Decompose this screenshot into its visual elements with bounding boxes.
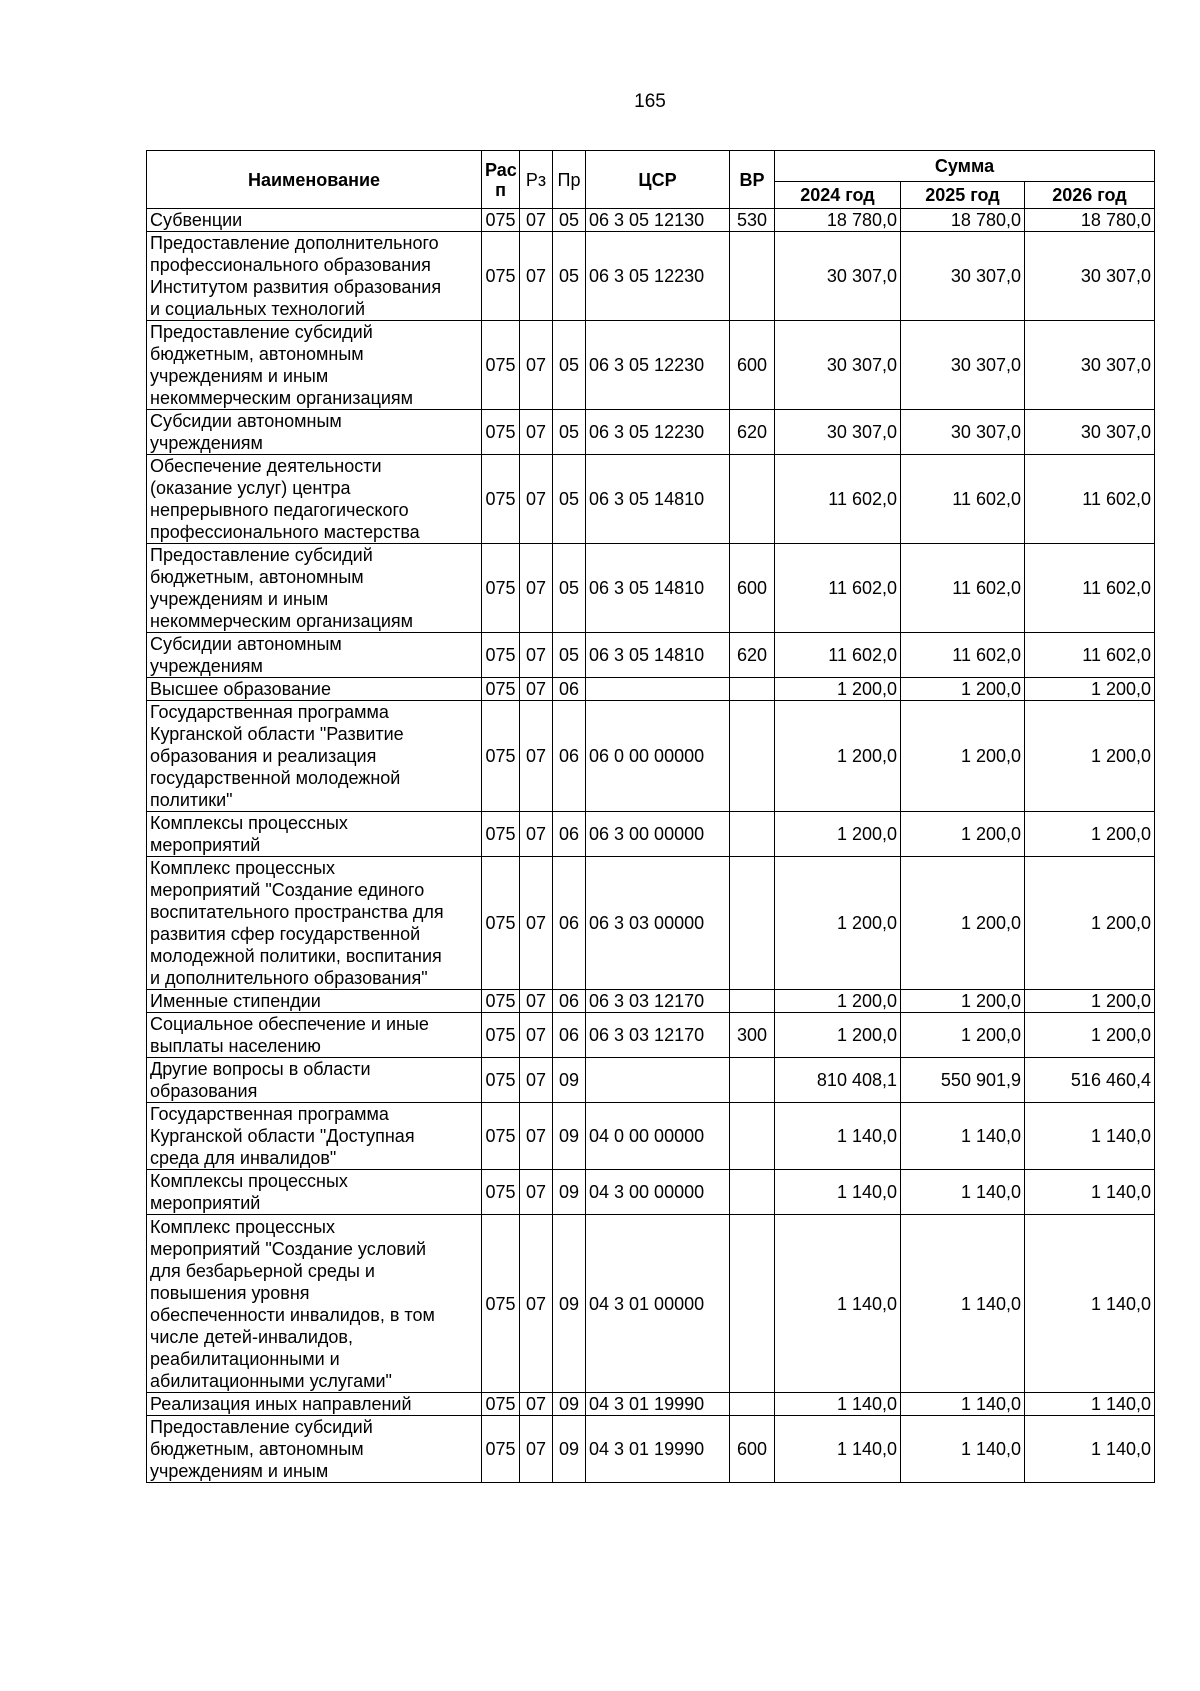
cell-2026: 1 200,0 xyxy=(1025,1013,1155,1058)
cell-2024: 1 200,0 xyxy=(775,678,901,701)
cell-name: Комплексы процессных мероприятий xyxy=(147,812,482,857)
header-vr: ВР xyxy=(730,151,775,209)
cell-pr: 05 xyxy=(553,321,586,410)
cell-2024: 810 408,1 xyxy=(775,1058,901,1103)
cell-2024: 11 602,0 xyxy=(775,544,901,633)
cell-2024: 1 140,0 xyxy=(775,1170,901,1215)
table-row xyxy=(147,410,1155,455)
table-row xyxy=(147,812,1155,857)
cell-2024: 1 200,0 xyxy=(775,1013,901,1058)
cell-rz: 07 xyxy=(520,1215,553,1393)
cell-name: Государственная программа Курганской области "Доступная среда для инвалидов" xyxy=(147,1103,482,1170)
cell-vr xyxy=(730,1170,775,1215)
cell-csr: 06 3 05 12230 xyxy=(586,410,730,455)
table-row xyxy=(147,633,1155,678)
cell-2024: 1 200,0 xyxy=(775,990,901,1013)
cell-2026: 30 307,0 xyxy=(1025,232,1155,321)
cell-name: Предоставление дополнительного профессионального образования Институтом развития образования и социальных технологий xyxy=(147,232,482,321)
cell-2026: 1 140,0 xyxy=(1025,1393,1155,1416)
cell-name: Комплексы процессных мероприятий xyxy=(147,1170,482,1215)
cell-name: Предоставление субсидий бюджетным, автономным учреждениям и иным xyxy=(147,1416,482,1483)
cell-2025: 30 307,0 xyxy=(901,410,1025,455)
cell-2024: 30 307,0 xyxy=(775,232,901,321)
cell-2024: 11 602,0 xyxy=(775,455,901,544)
budget-table xyxy=(146,150,1155,1483)
cell-csr: 06 3 05 12230 xyxy=(586,321,730,410)
cell-pr: 06 xyxy=(553,1013,586,1058)
cell-csr xyxy=(586,678,730,701)
cell-2024: 1 140,0 xyxy=(775,1215,901,1393)
cell-name: Реализация иных направлений xyxy=(147,1393,482,1416)
cell-2025: 550 901,9 xyxy=(901,1058,1025,1103)
cell-rz: 07 xyxy=(520,410,553,455)
header-sum: Сумма xyxy=(775,151,1155,182)
cell-name: Обеспечение деятельности (оказание услуг) центра непрерывного педагогического профессионального мастерства xyxy=(147,455,482,544)
cell-csr: 04 3 01 19990 xyxy=(586,1416,730,1483)
cell-pr: 06 xyxy=(553,812,586,857)
cell-vr: 620 xyxy=(730,410,775,455)
table-row xyxy=(147,1393,1155,1416)
cell-2026: 516 460,4 xyxy=(1025,1058,1155,1103)
header-rasp: Рас п xyxy=(482,151,520,209)
cell-csr: 06 3 03 00000 xyxy=(586,857,730,990)
cell-rz: 07 xyxy=(520,812,553,857)
cell-2026: 18 780,0 xyxy=(1025,209,1155,232)
cell-2025: 1 200,0 xyxy=(901,990,1025,1013)
cell-rz: 07 xyxy=(520,1013,553,1058)
cell-2026: 1 140,0 xyxy=(1025,1215,1155,1393)
cell-csr: 04 3 00 00000 xyxy=(586,1170,730,1215)
cell-name: Предоставление субсидий бюджетным, автономным учреждениям и иным некоммерческим организациям xyxy=(147,321,482,410)
cell-pr: 09 xyxy=(553,1058,586,1103)
cell-name: Высшее образование xyxy=(147,678,482,701)
cell-vr xyxy=(730,1058,775,1103)
cell-2026: 1 140,0 xyxy=(1025,1170,1155,1215)
cell-2026: 11 602,0 xyxy=(1025,544,1155,633)
cell-pr: 09 xyxy=(553,1416,586,1483)
cell-name: Субсидии автономным учреждениям xyxy=(147,633,482,678)
table-row xyxy=(147,990,1155,1013)
cell-2026: 1 200,0 xyxy=(1025,990,1155,1013)
cell-csr: 06 3 03 12170 xyxy=(586,990,730,1013)
cell-rasp: 075 xyxy=(482,1103,520,1170)
cell-csr: 06 3 05 14810 xyxy=(586,633,730,678)
cell-name: Комплекс процессных мероприятий "Создание единого воспитательного пространства для развития сфер государственной молодежной политики, воспитания и дополнительного образования" xyxy=(147,857,482,990)
cell-rz: 07 xyxy=(520,455,553,544)
cell-pr: 05 xyxy=(553,544,586,633)
cell-name: Предоставление субсидий бюджетным, автономным учреждениям и иным некоммерческим организациям xyxy=(147,544,482,633)
page-number: 165 xyxy=(634,91,666,112)
cell-2025: 30 307,0 xyxy=(901,232,1025,321)
table-row xyxy=(147,455,1155,544)
cell-rz: 07 xyxy=(520,990,553,1013)
table-row xyxy=(147,1416,1155,1483)
cell-vr xyxy=(730,678,775,701)
cell-name: Государственная программа Курганской области "Развитие образования и реализация государственной молодежной политики" xyxy=(147,701,482,812)
cell-csr: 06 3 00 00000 xyxy=(586,812,730,857)
cell-pr: 05 xyxy=(553,410,586,455)
cell-csr: 04 3 01 00000 xyxy=(586,1215,730,1393)
cell-2025: 1 140,0 xyxy=(901,1103,1025,1170)
table-row xyxy=(147,232,1155,321)
cell-rz: 07 xyxy=(520,1393,553,1416)
cell-2025: 1 200,0 xyxy=(901,678,1025,701)
cell-2026: 11 602,0 xyxy=(1025,455,1155,544)
cell-vr xyxy=(730,990,775,1013)
cell-2025: 18 780,0 xyxy=(901,209,1025,232)
cell-2024: 30 307,0 xyxy=(775,321,901,410)
cell-2026: 1 200,0 xyxy=(1025,678,1155,701)
table-body xyxy=(147,209,1155,1483)
cell-pr: 05 xyxy=(553,455,586,544)
cell-name: Субвенции xyxy=(147,209,482,232)
cell-2024: 18 780,0 xyxy=(775,209,901,232)
cell-rasp: 075 xyxy=(482,812,520,857)
cell-rz: 07 xyxy=(520,1058,553,1103)
table-header xyxy=(147,151,1155,209)
cell-vr: 600 xyxy=(730,1416,775,1483)
table-row xyxy=(147,701,1155,812)
cell-2026: 1 200,0 xyxy=(1025,812,1155,857)
cell-name: Субсидии автономным учреждениям xyxy=(147,410,482,455)
cell-2025: 1 140,0 xyxy=(901,1215,1025,1393)
cell-2025: 1 200,0 xyxy=(901,812,1025,857)
cell-rasp: 075 xyxy=(482,633,520,678)
cell-rz: 07 xyxy=(520,857,553,990)
cell-2026: 11 602,0 xyxy=(1025,633,1155,678)
table-row xyxy=(147,1215,1155,1393)
cell-rasp: 075 xyxy=(482,857,520,990)
header-year-2024: 2024 год xyxy=(775,182,901,209)
cell-pr: 05 xyxy=(553,209,586,232)
cell-rasp: 075 xyxy=(482,1058,520,1103)
cell-2026: 1 140,0 xyxy=(1025,1103,1155,1170)
cell-2025: 1 140,0 xyxy=(901,1416,1025,1483)
cell-vr xyxy=(730,1215,775,1393)
cell-rz: 07 xyxy=(520,1416,553,1483)
cell-rz: 07 xyxy=(520,701,553,812)
cell-rasp: 075 xyxy=(482,990,520,1013)
cell-rz: 07 xyxy=(520,633,553,678)
table-row xyxy=(147,1013,1155,1058)
cell-2026: 1 200,0 xyxy=(1025,857,1155,990)
cell-rasp: 075 xyxy=(482,1013,520,1058)
cell-2024: 1 140,0 xyxy=(775,1103,901,1170)
cell-2025: 11 602,0 xyxy=(901,544,1025,633)
cell-2026: 1 140,0 xyxy=(1025,1416,1155,1483)
cell-2026: 30 307,0 xyxy=(1025,410,1155,455)
cell-rz: 07 xyxy=(520,1103,553,1170)
cell-vr xyxy=(730,701,775,812)
cell-2024: 1 140,0 xyxy=(775,1416,901,1483)
cell-2025: 11 602,0 xyxy=(901,455,1025,544)
cell-vr xyxy=(730,1103,775,1170)
cell-pr: 09 xyxy=(553,1103,586,1170)
cell-pr: 05 xyxy=(553,633,586,678)
cell-rz: 07 xyxy=(520,678,553,701)
header-pr: Пр xyxy=(553,151,586,209)
cell-2026: 1 200,0 xyxy=(1025,701,1155,812)
table-row xyxy=(147,1170,1155,1215)
cell-rasp: 075 xyxy=(482,1215,520,1393)
header-year-2026: 2026 год xyxy=(1025,182,1155,209)
cell-rasp: 075 xyxy=(482,1393,520,1416)
cell-vr xyxy=(730,232,775,321)
cell-pr: 06 xyxy=(553,701,586,812)
cell-2024: 1 200,0 xyxy=(775,857,901,990)
cell-rz: 07 xyxy=(520,544,553,633)
cell-rasp: 075 xyxy=(482,678,520,701)
cell-csr: 06 3 05 14810 xyxy=(586,455,730,544)
cell-vr xyxy=(730,857,775,990)
header-name: Наименование xyxy=(147,151,482,209)
cell-2025: 11 602,0 xyxy=(901,633,1025,678)
cell-pr: 05 xyxy=(553,232,586,321)
cell-pr: 09 xyxy=(553,1215,586,1393)
table-row xyxy=(147,544,1155,633)
cell-2024: 1 200,0 xyxy=(775,701,901,812)
cell-pr: 09 xyxy=(553,1393,586,1416)
cell-name: Другие вопросы в области образования xyxy=(147,1058,482,1103)
cell-2025: 1 140,0 xyxy=(901,1393,1025,1416)
cell-2025: 1 140,0 xyxy=(901,1170,1025,1215)
table-row xyxy=(147,209,1155,232)
cell-pr: 09 xyxy=(553,1170,586,1215)
cell-2025: 1 200,0 xyxy=(901,857,1025,990)
cell-2024: 1 140,0 xyxy=(775,1393,901,1416)
cell-vr: 600 xyxy=(730,321,775,410)
cell-vr: 620 xyxy=(730,633,775,678)
cell-2025: 30 307,0 xyxy=(901,321,1025,410)
cell-vr xyxy=(730,812,775,857)
cell-pr: 06 xyxy=(553,857,586,990)
cell-rasp: 075 xyxy=(482,544,520,633)
cell-rz: 07 xyxy=(520,1170,553,1215)
cell-csr: 06 3 03 12170 xyxy=(586,1013,730,1058)
cell-vr xyxy=(730,1393,775,1416)
cell-pr: 06 xyxy=(553,990,586,1013)
cell-vr: 300 xyxy=(730,1013,775,1058)
cell-rasp: 075 xyxy=(482,1416,520,1483)
cell-2024: 1 200,0 xyxy=(775,812,901,857)
header-rz: Рз xyxy=(520,151,553,209)
header-year-2025: 2025 год xyxy=(901,182,1025,209)
table-row xyxy=(147,857,1155,990)
header-csr: ЦСР xyxy=(586,151,730,209)
table-row xyxy=(147,321,1155,410)
cell-2025: 1 200,0 xyxy=(901,1013,1025,1058)
cell-csr: 06 0 00 00000 xyxy=(586,701,730,812)
cell-rasp: 075 xyxy=(482,209,520,232)
cell-name: Комплекс процессных мероприятий "Создание условий для безбарьерной среды и повышения уровня обеспеченности инвалидов, в том числе детей-инвалидов, реабилитационными и абилитационными услугами" xyxy=(147,1215,482,1393)
cell-csr: 06 3 05 14810 xyxy=(586,544,730,633)
table-row xyxy=(147,1103,1155,1170)
cell-csr xyxy=(586,1058,730,1103)
cell-rz: 07 xyxy=(520,232,553,321)
cell-name: Социальное обеспечение и иные выплаты населению xyxy=(147,1013,482,1058)
cell-rz: 07 xyxy=(520,321,553,410)
cell-csr: 06 3 05 12130 xyxy=(586,209,730,232)
cell-vr xyxy=(730,455,775,544)
cell-vr: 530 xyxy=(730,209,775,232)
cell-2025: 1 200,0 xyxy=(901,701,1025,812)
cell-rz: 07 xyxy=(520,209,553,232)
table-row xyxy=(147,678,1155,701)
cell-rasp: 075 xyxy=(482,455,520,544)
cell-vr: 600 xyxy=(730,544,775,633)
cell-rasp: 075 xyxy=(482,1170,520,1215)
cell-rasp: 075 xyxy=(482,410,520,455)
cell-csr: 04 3 01 19990 xyxy=(586,1393,730,1416)
cell-rasp: 075 xyxy=(482,321,520,410)
cell-2026: 30 307,0 xyxy=(1025,321,1155,410)
cell-2024: 11 602,0 xyxy=(775,633,901,678)
cell-pr: 06 xyxy=(553,678,586,701)
cell-rasp: 075 xyxy=(482,701,520,812)
table-row xyxy=(147,1058,1155,1103)
cell-csr: 04 0 00 00000 xyxy=(586,1103,730,1170)
cell-2024: 30 307,0 xyxy=(775,410,901,455)
cell-rasp: 075 xyxy=(482,232,520,321)
cell-csr: 06 3 05 12230 xyxy=(586,232,730,321)
cell-name: Именные стипендии xyxy=(147,990,482,1013)
